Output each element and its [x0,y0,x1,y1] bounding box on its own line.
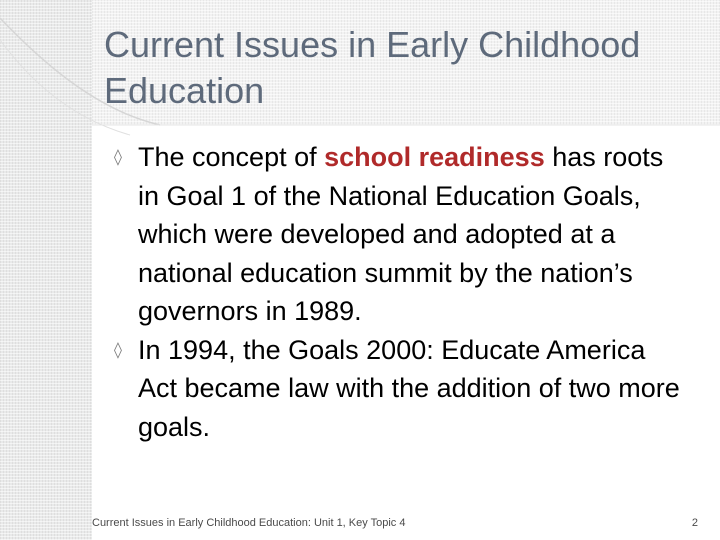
triangle-bullet-icon: ◊ [114,147,122,166]
emphasis-school-readiness: school readiness [324,142,545,172]
page-number: 2 [691,517,698,529]
bullet-list [114,138,684,446]
footer-text: Current Issues in Early Childhood Education: Unit 1, Key Topic 4 [92,517,406,529]
slide-title: Current Issues in Early Childhood Education [104,24,641,111]
bullet-item [114,331,684,447]
bullet-text-after: has roots in Goal 1 of the National Education Goals, which were developed and adopted at a national education summit by the nation’s governors in 1989. [138,142,664,326]
bullet-text-before: The concept of [138,142,325,172]
bullet-text: In 1994, the Goals 2000: Educate America Act became law with the addition of two more goals. [138,334,680,442]
bullet-item [114,138,684,331]
left-textured-band [0,0,92,540]
triangle-bullet-icon: ◊ [114,339,122,359]
